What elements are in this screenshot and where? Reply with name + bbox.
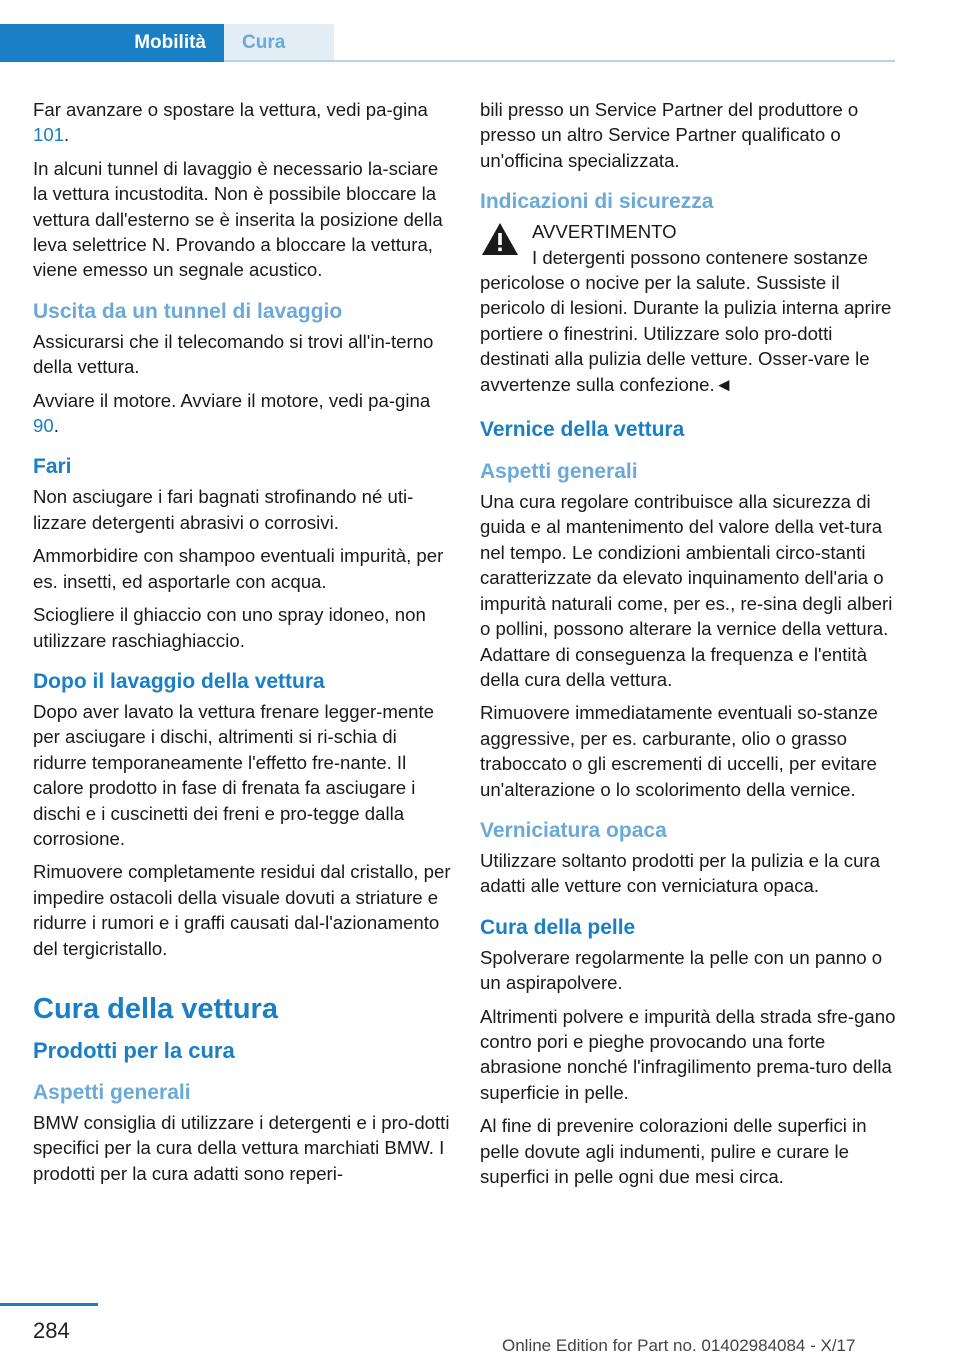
tab-cura[interactable]: Cura [224, 24, 334, 62]
heading-aspetti-generali-2: Aspetti generali [480, 460, 638, 484]
paragraph: bili presso un Service Partner del produttore o presso un altro Service Partner qualificato o un'officina specializzata. [480, 99, 859, 171]
header-tabs [0, 24, 895, 62]
paragraph: Una cura regolare contribuisce alla sicurezza di guida e al mantenimento del valore della vet-tura nel tempo. Le condizioni ambientali circo-stanti caratterizzate da elevato inquinamento dell'aria o impurità naturali come, per es., re-sina degli alberi o pollini, possono alterare la vernice della vettura. Adattare di conseguenza la frequenza e l'entità della cura della vettura. [480, 491, 893, 690]
heading-uscita: Uscita da un tunnel di lavaggio [33, 299, 343, 323]
warning-box [480, 219, 898, 397]
paragraph [33, 97, 451, 148]
heading-dopo-lavaggio: Dopo il lavaggio della vettura [33, 669, 325, 693]
paragraph: Utilizzare soltanto prodotti per la pulizia e la cura adatti alle vetture con verniciatura opaca. [480, 849, 880, 897]
right-column [480, 97, 898, 1197]
paragraph: In alcuni tunnel di lavaggio è necessario la-sciare la vettura incustodita. Non è possibile bloccare la vettura dall'esterno se è inserita la posizione della leva selettrice N. Provando a bloccare la vettura, viene emesso un segnale acustico. [33, 157, 443, 281]
heading-fari: Fari [33, 455, 72, 479]
text: Avviare il motore. Avviare il motore, vedi pa-gina [33, 389, 431, 411]
heading-prodotti: Prodotti per la cura [33, 1038, 235, 1064]
heading-cura-pelle: Cura della pelle [480, 915, 636, 939]
heading-verniciatura-opaca: Verniciatura opaca [480, 818, 667, 842]
paragraph: Non asciugare i fari bagnati strofinando né uti-lizzare detergenti abrasivi o corrosivi. [33, 486, 414, 533]
heading-aspetti-generali: Aspetti generali [33, 1080, 191, 1104]
warning-title: AVVERTIMENTO [532, 221, 677, 243]
footer-accent-line [0, 1303, 98, 1306]
heading-vernice: Vernice della vettura [480, 418, 685, 442]
paragraph: Assicurarsi che il telecomando si trovi all'in-terno della vettura. [33, 330, 434, 378]
text: . [53, 415, 59, 437]
page-link-90[interactable]: 90 [33, 415, 54, 437]
paragraph: Al fine di prevenire colorazioni delle superfici in pelle dovute agli indumenti, pulire e curare le superfici in pelle ogni due mesi circa. [480, 1115, 867, 1187]
paragraph: BMW consiglia di utilizzare i detergenti e i pro-dotti specifici per la cura della vettura marchiati BMW. I prodotti per la cura adatti sono reperi- [33, 1111, 450, 1184]
paragraph: Altrimenti polvere e impurità della strada sfre-gano contro pori e pieghe provocando una forte abrasione nonché l'infragilimento prema-turo della superficie in pelle. [480, 1005, 896, 1103]
warning-triangle-icon [480, 221, 520, 257]
paragraph: Spolverare regolarmente la pelle con un panno o un aspirapolvere. [480, 946, 883, 994]
page-number: 284 [33, 1318, 70, 1343]
paragraph [33, 388, 451, 439]
text: . [64, 124, 70, 146]
tab-mobilita[interactable]: Mobilità [0, 24, 224, 62]
paragraph: Dopo aver lavato la vettura frenare legger-mente per asciugare i dischi, altrimenti si ri-schia di ridurre temporaneamente l'effetto fre-nante. Il calore prodotto in fase di frenata fa asciugare i dischi e i cuscinetti dei freni e pro-tegge dalla corrosione. [33, 700, 435, 849]
page-link-101[interactable]: 101 [33, 124, 65, 146]
left-column [33, 97, 451, 1194]
text: Far avanzare o spostare la vettura, vedi pa-gina [33, 99, 428, 120]
heading-cura-vettura: Cura della vettura [33, 992, 278, 1025]
text: I detergenti possono contenere sostanze pericolose o nocive per la salute. Sussiste il pericolo di lesioni. Durante la pulizia interna aprire portiere o finestrini. Utilizzare solo pro-dotti destinati alla pulizia delle vetture. Osser-vare le avvertenze sulla confezione.◄ [480, 246, 892, 395]
warning-text [480, 245, 898, 397]
paragraph: Rimuovere immediatamente eventuali so-stanze aggressive, per es. carburante, olio o grasso traboccato o gli escrementi di uccelli, per evitare un'alterazione o lo scolorimento della vernice. [480, 702, 878, 800]
paragraph: Sciogliere il ghiaccio con uno spray idoneo, non utilizzare raschiaghiaccio. [33, 604, 426, 651]
paragraph: Ammorbidire con shampoo eventuali impurità, per es. insetti, ed asportarle con acqua. [33, 545, 444, 592]
tab-underline [224, 60, 895, 62]
paragraph: Rimuovere completamente residui dal cristallo, per impedire ostacoli della visuale dovuti a striature e ridurre i rumori e i graffi causati dal-l'azionamento del tergicristallo. [33, 861, 451, 959]
heading-sicurezza: Indicazioni di sicurezza [480, 190, 714, 214]
edition-text: Online Edition for Part no. 01402984084 - X/17 [502, 1336, 856, 1355]
